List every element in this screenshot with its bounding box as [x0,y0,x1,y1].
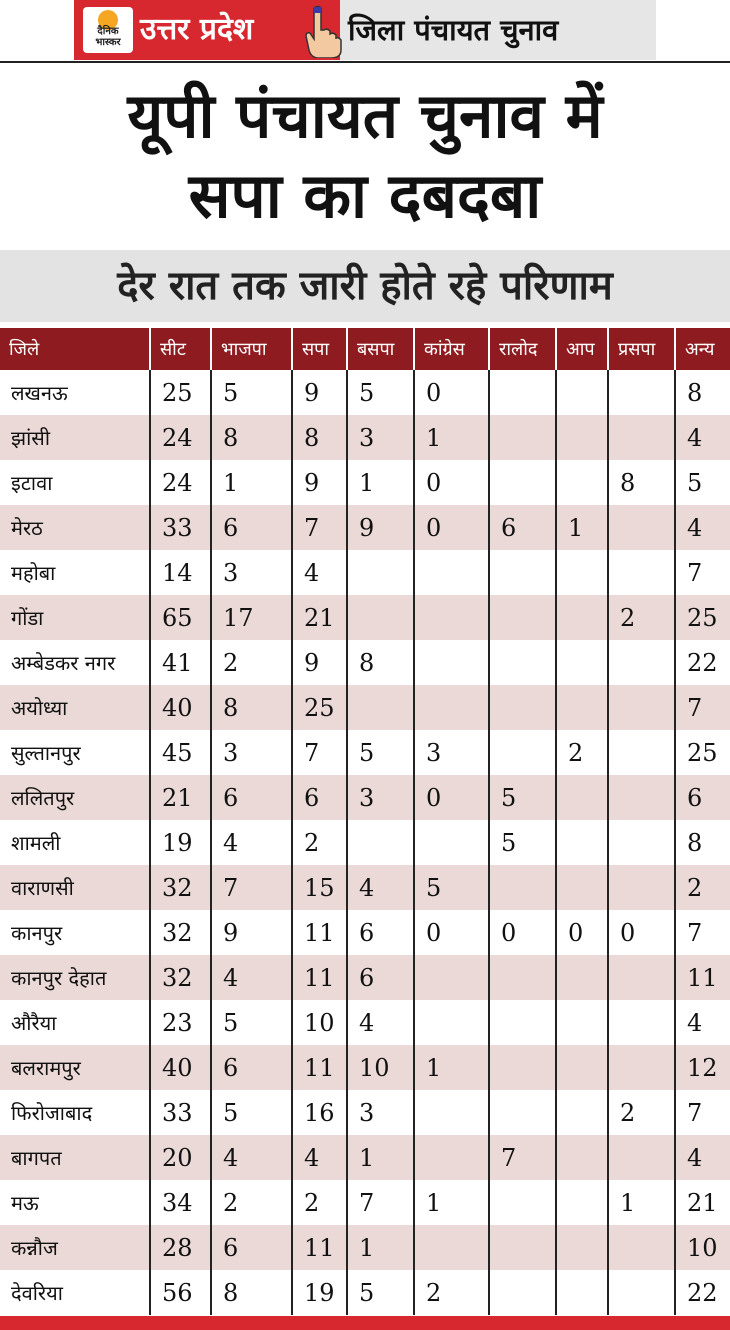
cell-congress: 0 [414,505,489,550]
cell-psp [608,775,675,820]
cell-bjp: 5 [211,1000,292,1045]
cell-rld [489,1090,556,1135]
cell-district: इटावा [0,460,150,505]
cell-seats: 32 [150,955,211,1000]
cell-bjp: 4 [211,1135,292,1180]
cell-seats: 56 [150,1270,211,1315]
cell-sp: 11 [292,955,347,1000]
cell-aap [556,1090,608,1135]
cell-district: कानपुर [0,910,150,955]
cell-bjp: 6 [211,775,292,820]
cell-sp: 11 [292,1045,347,1090]
cell-bsp: 3 [347,775,414,820]
cell-congress [414,1090,489,1135]
cell-others: 8 [675,370,730,415]
cell-aap [556,370,608,415]
cell-sp: 4 [292,1135,347,1180]
table-row [0,820,730,865]
cell-sp: 7 [292,505,347,550]
cell-psp: 8 [608,460,675,505]
cell-seats: 33 [150,505,211,550]
cell-aap: 0 [556,910,608,955]
cell-district: सुल्तानपुर [0,730,150,775]
cell-sp: 21 [292,595,347,640]
cell-seats: 24 [150,415,211,460]
cell-district: देवरिया [0,1270,150,1315]
cell-aap: 1 [556,505,608,550]
cell-others: 11 [675,955,730,1000]
cell-bjp: 6 [211,1045,292,1090]
cell-district: ललितपुर [0,775,150,820]
table-row [0,955,730,1000]
cell-district: झांसी [0,415,150,460]
cell-others: 2 [675,865,730,910]
col-header-bjp: भाजपा [211,328,292,370]
cell-rld [489,1180,556,1225]
cell-psp [608,730,675,775]
table-row [0,775,730,820]
cell-rld [489,370,556,415]
table-row [0,685,730,730]
cell-seats: 65 [150,595,211,640]
cell-district: कानपुर देहात [0,955,150,1000]
cell-bjp: 2 [211,640,292,685]
table-row [0,910,730,955]
cell-sp: 25 [292,685,347,730]
cell-congress [414,1000,489,1045]
cell-sp: 6 [292,775,347,820]
cell-rld: 6 [489,505,556,550]
cell-congress [414,1135,489,1180]
col-header-district: जिले [0,328,150,370]
cell-aap [556,1045,608,1090]
cell-sp: 16 [292,1090,347,1135]
cell-bsp: 6 [347,955,414,1000]
table-row [0,640,730,685]
cell-congress [414,685,489,730]
cell-bsp [347,550,414,595]
cell-bjp: 6 [211,1225,292,1270]
cell-others: 12 [675,1045,730,1090]
cell-seats: 24 [150,460,211,505]
cell-bjp: 8 [211,415,292,460]
table-header-row [0,328,730,370]
cell-congress: 0 [414,775,489,820]
cell-bsp: 5 [347,1270,414,1315]
cell-aap [556,685,608,730]
cell-congress [414,550,489,595]
cell-congress [414,595,489,640]
cell-psp [608,415,675,460]
cell-sp: 9 [292,460,347,505]
cell-bjp: 3 [211,730,292,775]
table-row [0,730,730,775]
cell-seats: 23 [150,1000,211,1045]
col-header-bsp: बसपा [347,328,414,370]
cell-others: 25 [675,595,730,640]
cell-rld [489,865,556,910]
cell-bjp: 17 [211,595,292,640]
table-row [0,1045,730,1090]
cell-psp [608,370,675,415]
cell-seats: 21 [150,775,211,820]
cell-seats: 14 [150,550,211,595]
col-header-seats: सीट [150,328,211,370]
state-label: उत्तर प्रदेश [140,12,254,47]
cell-sp: 4 [292,550,347,595]
cell-psp: 2 [608,595,675,640]
cell-psp: 2 [608,1090,675,1135]
cell-rld [489,1225,556,1270]
cell-seats: 19 [150,820,211,865]
cell-aap [556,595,608,640]
cell-aap [556,640,608,685]
cell-rld [489,1045,556,1090]
cell-others: 4 [675,415,730,460]
cell-aap [556,820,608,865]
col-header-others: अन्य [675,328,730,370]
cell-others: 7 [675,685,730,730]
cell-psp [608,1045,675,1090]
cell-bsp: 1 [347,1135,414,1180]
cell-congress: 1 [414,1180,489,1225]
table-row [0,1270,730,1315]
subheadline: देर रात तक जारी होते रहे परिणाम [117,263,613,309]
cell-seats: 40 [150,685,211,730]
logo-text-line2: भास्कर [95,37,121,48]
cell-district: बलरामपुर [0,1045,150,1090]
cell-bsp [347,685,414,730]
cell-bjp: 4 [211,820,292,865]
cell-district: मेरठ [0,505,150,550]
cell-aap [556,1180,608,1225]
cell-others: 6 [675,775,730,820]
cell-bjp: 7 [211,865,292,910]
cell-psp [608,685,675,730]
cell-others: 10 [675,1225,730,1270]
cell-bsp: 7 [347,1180,414,1225]
cell-district: कन्नौज [0,1225,150,1270]
cell-seats: 32 [150,865,211,910]
col-header-psp: प्रसपा [608,328,675,370]
cell-psp [608,1000,675,1045]
cell-bsp: 1 [347,1225,414,1270]
cell-seats: 45 [150,730,211,775]
cell-others: 4 [675,1135,730,1180]
cell-aap [556,550,608,595]
cell-bsp [347,820,414,865]
cell-congress: 5 [414,865,489,910]
cell-congress [414,640,489,685]
cell-seats: 41 [150,640,211,685]
cell-bsp: 1 [347,460,414,505]
results-table [0,328,730,1315]
table-row [0,1225,730,1270]
cell-district: बागपत [0,1135,150,1180]
cell-rld [489,1000,556,1045]
cell-congress: 0 [414,460,489,505]
cell-bjp: 9 [211,910,292,955]
cell-bjp: 5 [211,1090,292,1135]
cell-district: अयोध्या [0,685,150,730]
cell-others: 7 [675,910,730,955]
cell-district: लखनऊ [0,370,150,415]
cell-rld [489,595,556,640]
cell-psp: 1 [608,1180,675,1225]
cell-aap [556,1270,608,1315]
cell-psp [608,1270,675,1315]
cell-district: वाराणसी [0,865,150,910]
cell-sp: 2 [292,820,347,865]
voting-finger-icon [296,4,344,58]
cell-congress: 0 [414,910,489,955]
cell-rld [489,415,556,460]
table-row [0,550,730,595]
cell-aap [556,955,608,1000]
cell-bjp: 4 [211,955,292,1000]
cell-district: फिरोजाबाद [0,1090,150,1135]
cell-bjp: 1 [211,460,292,505]
col-header-sp: सपा [292,328,347,370]
cell-others: 22 [675,640,730,685]
cell-bsp: 10 [347,1045,414,1090]
cell-district: महोबा [0,550,150,595]
cell-others: 5 [675,460,730,505]
headline-line1: यूपी पंचायत चुनाव में [127,79,603,152]
table-row [0,1090,730,1135]
banner-divider [0,61,730,63]
cell-bsp: 4 [347,865,414,910]
table-row [0,505,730,550]
table-row [0,370,730,415]
dainik-bhaskar-logo [83,7,133,53]
cell-others: 21 [675,1180,730,1225]
cell-aap [556,865,608,910]
cell-bsp: 5 [347,370,414,415]
cell-bjp: 6 [211,505,292,550]
cell-psp [608,1135,675,1180]
cell-district: औरैया [0,1000,150,1045]
cell-district: मऊ [0,1180,150,1225]
cell-aap [556,1000,608,1045]
cell-seats: 25 [150,370,211,415]
cell-sp: 11 [292,910,347,955]
table-row [0,415,730,460]
cell-bjp: 8 [211,1270,292,1315]
cell-aap: 2 [556,730,608,775]
cell-congress [414,1225,489,1270]
cell-psp [608,640,675,685]
cell-rld [489,460,556,505]
logo-text-line1: दैनिक [97,26,119,37]
cell-district: गोंडा [0,595,150,640]
cell-others: 4 [675,505,730,550]
cell-seats: 32 [150,910,211,955]
headline-line2: सपा का दबदबा [188,159,542,232]
col-header-rld: रालोद [489,328,556,370]
cell-others: 4 [675,1000,730,1045]
cell-psp [608,550,675,595]
cell-congress: 1 [414,1045,489,1090]
cell-district: शामली [0,820,150,865]
cell-others: 22 [675,1270,730,1315]
cell-psp [608,865,675,910]
cell-psp [608,1225,675,1270]
cell-bsp: 3 [347,1090,414,1135]
cell-sp: 2 [292,1180,347,1225]
cell-rld [489,640,556,685]
top-banner [0,0,730,60]
cell-psp: 0 [608,910,675,955]
cell-rld [489,1270,556,1315]
cell-seats: 34 [150,1180,211,1225]
cell-sp: 7 [292,730,347,775]
cell-aap [556,415,608,460]
cell-bsp: 9 [347,505,414,550]
cell-bsp: 4 [347,1000,414,1045]
table-body [0,370,730,1315]
cell-rld: 7 [489,1135,556,1180]
cell-others: 7 [675,1090,730,1135]
table-row [0,1135,730,1180]
cell-congress: 0 [414,370,489,415]
topic-title: जिला पंचायत चुनाव [348,13,559,47]
cell-others: 8 [675,820,730,865]
col-header-congress: कांग्रेस [414,328,489,370]
cell-rld: 0 [489,910,556,955]
cell-congress: 2 [414,1270,489,1315]
cell-sp: 19 [292,1270,347,1315]
cell-sp: 10 [292,1000,347,1045]
table-row [0,460,730,505]
cell-aap [556,1225,608,1270]
cell-congress: 3 [414,730,489,775]
cell-psp [608,955,675,1000]
cell-congress [414,955,489,1000]
cell-rld [489,955,556,1000]
cell-psp [608,505,675,550]
cell-bsp: 8 [347,640,414,685]
cell-sp: 8 [292,415,347,460]
cell-rld [489,730,556,775]
cell-sp: 9 [292,640,347,685]
cell-rld [489,550,556,595]
cell-bsp [347,595,414,640]
cell-seats: 40 [150,1045,211,1090]
cell-sp: 15 [292,865,347,910]
cell-sp: 11 [292,1225,347,1270]
cell-district: अम्बेडकर नगर [0,640,150,685]
table-row [0,1000,730,1045]
headline [0,76,730,236]
cell-bsp: 5 [347,730,414,775]
cell-bjp: 3 [211,550,292,595]
cell-aap [556,1135,608,1180]
cell-bsp: 3 [347,415,414,460]
cell-bjp: 8 [211,685,292,730]
cell-rld [489,685,556,730]
cell-congress [414,820,489,865]
cell-rld: 5 [489,775,556,820]
col-header-aap: आप [556,328,608,370]
cell-sp: 9 [292,370,347,415]
cell-bjp: 2 [211,1180,292,1225]
cell-others: 7 [675,550,730,595]
cell-congress: 1 [414,415,489,460]
cell-seats: 33 [150,1090,211,1135]
cell-seats: 20 [150,1135,211,1180]
cell-bsp: 6 [347,910,414,955]
cell-aap [556,775,608,820]
table-row [0,595,730,640]
cell-aap [556,460,608,505]
cell-others: 25 [675,730,730,775]
cell-rld: 5 [489,820,556,865]
table-row [0,865,730,910]
table-row [0,1180,730,1225]
bottom-bar [0,1316,730,1330]
cell-psp [608,820,675,865]
cell-seats: 28 [150,1225,211,1270]
cell-bjp: 5 [211,370,292,415]
